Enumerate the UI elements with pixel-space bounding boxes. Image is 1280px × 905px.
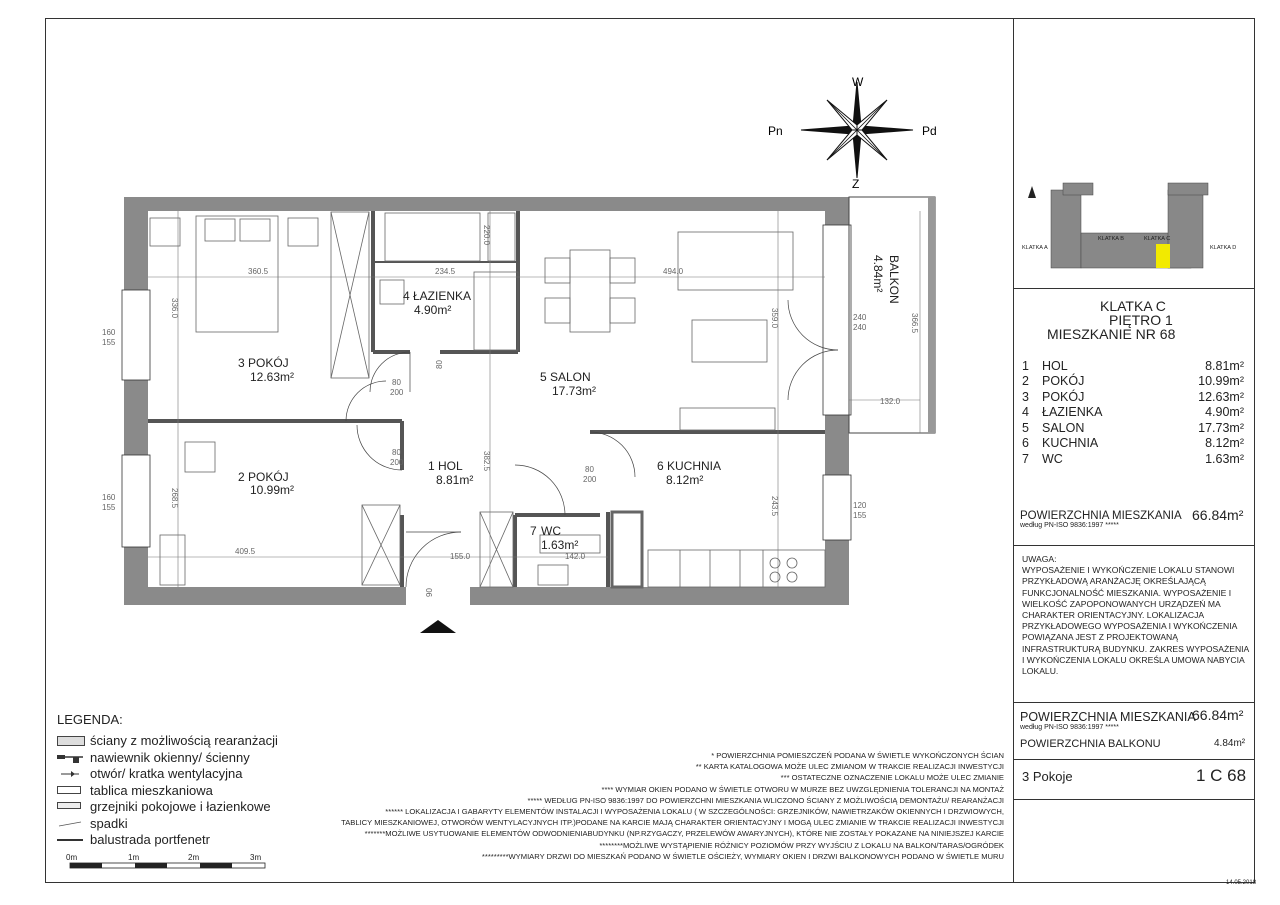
room5-num: 5 — [540, 370, 547, 384]
room6-area: 8.12m² — [666, 473, 704, 487]
compass-s: Z — [852, 177, 860, 191]
hol-door-80: 80 — [392, 448, 401, 457]
room-row: 5 SALON 17.73m² — [1022, 420, 1244, 435]
dim-360: 360.5 — [248, 267, 269, 276]
dim-382: 382.5 — [482, 451, 491, 472]
room4-num: 4 — [403, 289, 410, 303]
opening-sym-icon — [57, 769, 83, 779]
scale-0: 0m — [66, 853, 78, 862]
legend — [57, 712, 278, 849]
pow-label: POWIERZCHNIA MIESZKANIA — [1020, 510, 1182, 522]
room-row: 4 ŁAZIENKA 4.90m² — [1022, 405, 1244, 420]
room5-area: 17.73m² — [552, 384, 597, 398]
panel-sym-icon — [57, 786, 81, 794]
footnotes: * POWIERZCHNIA POMIESZCZEŃ PODANA W ŚWIETLE WYKOŃCZONYCH ŚCIAN ** KARTA KATALOGOWA MOŻE ULEC ZMIANOM W TRAKCIE REALIZACJI INWESTYCJI *** OSTATECZNE OZNACZENIE LOKALU MOŻE ULEC ZMIANIE **** WYMIAR OKIEN PODANO W ŚWIETLE OTWORU W MURZE BEZ UWZGLĘDNIENIA TOLERANCJI NA MONTAŻ ***** WEDŁUG PN-ISO 9836:1997 DO POWIERZCHNI MIESZKANIA WLICZONO ŚCIANY Z MOŻLIWOŚCIĄ DEMONTAŻU/ REARANŻACJI ****** LOKALIZACJA I GABARYTY ELEMENTÓW INSTALACJI I WYPOSAŻENIA LOKALU ( W SZCZEGÓLNOŚCI: GRZEJNIKÓW, NAWIETRZAKÓW OKIENNYCH I DRZWIOWYCH, TABLICY MIESZKANIOWEJ, OTWORÓW WENTYLACYJNYCH ITP.)PODANE NA KARCIE MAJĄ CHARAKTER ORIENTACYJNY I MOGĄ ULEC ZMIANIE W TRAKCIE REALIZACJI INWESTYCJI *******MOŻLIWE USYTUOWANIE ELEMENTÓW ODWODNIENIABUDYNKU (NP.RZYGACZY, PRZELEWÓW AWARYJNYCH), KTÓRE NIE ZOSTAŁY POKAZANE NA NINIEJSZEJ KARCIE ********MOŻLIWE WYSTĄPIENIE RÓŻNICY POZIOMÓW PRZY WYJŚCIU Z LOKALU NA BALKON/TARAS/OGRÓDEK *********WYMIARY DRZWI DO MIESZKAŃ PODANO W ŚWIETLE OŚCIEŻY, WYMIARY OKIEN I DRZWI BALKONOWYCH PODANO W ŚWIETLE MURU — [341, 751, 1004, 861]
outer-walls — [124, 197, 849, 605]
scale-3: 3m — [250, 853, 262, 862]
apartment-code: 1 C 68 — [1196, 766, 1247, 785]
room-table — [1022, 358, 1244, 467]
site-north-arrow-icon — [1028, 186, 1036, 198]
divider-uwaga — [1013, 545, 1255, 546]
dim-336: 336.0 — [170, 298, 179, 319]
klatka-c-highlight — [1156, 244, 1170, 268]
room2-num: 2 — [238, 470, 245, 484]
balkon-value: 4.84m² — [1214, 738, 1246, 749]
legend-item: grzejniki pokojowe i łazienkowe — [57, 799, 278, 816]
room7-name: WC — [541, 524, 561, 538]
room1-num: 1 — [428, 459, 435, 473]
room1-name: HOL — [438, 459, 463, 473]
room3-num: 3 — [238, 356, 245, 370]
win-160b: 160 — [102, 493, 116, 502]
room6-name: KUCHNIA — [667, 459, 722, 473]
kuchnia-door-200: 200 — [583, 475, 597, 484]
room-row: 6 KUCHNIA 8.12m² — [1022, 436, 1244, 451]
pow-label-2: POWIERZCHNIA MIESZKANIA — [1020, 710, 1196, 724]
win-155c: 155 — [853, 511, 867, 520]
legend-title: LEGENDA: — [57, 712, 123, 727]
site-key-plan — [1018, 178, 1250, 278]
room3-area: 12.63m² — [250, 370, 295, 384]
dim-494: 494.0 — [663, 267, 684, 276]
win-240a: 240 — [853, 313, 867, 322]
slope-sym-icon — [57, 819, 83, 829]
date: 14.05.2018 — [1226, 880, 1257, 886]
room5-name: SALON — [550, 370, 591, 384]
room2-name: POKÓJ — [248, 470, 289, 484]
entrance-arrow-icon — [420, 620, 456, 633]
site-klatka-d: KLATKA D — [1210, 245, 1237, 251]
dim-234: 234.5 — [435, 267, 456, 276]
divider-summary — [1013, 702, 1255, 703]
room-row: 2 POKÓJ 10.99m² — [1022, 374, 1244, 389]
legend-item: balustrada portfenetr — [57, 832, 278, 849]
balkon-label: BALKON — [887, 255, 901, 304]
header-klatka: KLATKA C — [1100, 298, 1166, 314]
site-klatka-a: KLATKA A — [1022, 245, 1048, 251]
balustrade-sym-icon — [57, 835, 83, 845]
compass-w: Pn — [768, 124, 783, 138]
vent-sym-icon — [57, 753, 83, 763]
compass-n: W — [852, 75, 864, 89]
room7-num: 7 — [530, 524, 537, 538]
win-240b: 240 — [853, 323, 867, 332]
legend-item: tablica mieszkaniowa — [57, 783, 278, 800]
dim-142: 142.0 — [565, 552, 586, 561]
site-klatka-c: KLATKA C — [1144, 236, 1171, 242]
win-120: 120 — [853, 501, 867, 510]
pokoje-count: 3 Pokoje — [1022, 769, 1073, 784]
radiator-sym-icon — [57, 802, 81, 809]
scale-bar — [60, 855, 275, 877]
room1-area: 8.81m² — [436, 473, 474, 487]
balkon-area: 4.84m² — [871, 255, 885, 293]
header-pietro: PIĘTRO 1 — [1109, 312, 1173, 328]
room2-area: 10.99m² — [250, 483, 295, 497]
legend-item: ściany z możliwością rearanżacji — [57, 733, 278, 750]
dim-268: 268.5 — [170, 488, 179, 509]
room3-name: POKÓJ — [248, 356, 289, 370]
dim-243: 243.5 — [770, 496, 779, 517]
room6-num: 6 — [657, 459, 664, 473]
compass-e: Pd — [922, 124, 937, 138]
dim-409: 409.5 — [235, 547, 256, 556]
door-80: 80 — [392, 378, 401, 387]
room-row: 3 POKÓJ 12.63m² — [1022, 389, 1244, 404]
dim-366: 366.5 — [910, 313, 919, 334]
divider-code — [1013, 799, 1255, 800]
divider-site-plan — [1013, 288, 1255, 289]
side-panel-divider — [1013, 18, 1014, 883]
legend-item: spadki — [57, 816, 278, 833]
site-klatka-b: KLATKA B — [1098, 236, 1125, 242]
header-mieszkanie: MIESZKANIE NR 68 — [1047, 326, 1176, 342]
room-row: 1 HOL 8.81m² — [1022, 358, 1244, 373]
scale-2: 2m — [188, 853, 200, 862]
dim-132: 132.0 — [880, 397, 901, 406]
uwaga-block: UWAGA: WYPOSAŻENIE I WYKOŃCZENIE LOKALU STANOWI PRZYKŁADOWĄ ARANŻACJĘ OKREŚLAJĄCĄ FUNKCJONALNOŚĆ MIESZKANIA. WYPOSAŻENIE I WIELKOŚĆ ZAPOPONOWANYCH URZĄDZEŃ MA CHARAKTER ORIENTACYJNY. LOKALIZACJA PRZYKŁADOWEGO WYPOSAŻENIA I WYKOŃCZENIA POWIĄZANA JEST Z PROJEKTOWANĄ INFRASTRUKTURĄ BUDYNKU. ZAKRES WYPOSAŻENIA I WYKOŃCZENIA LOKALU OKREŚLA UMOWA NABYCIA LOKALU. — [1022, 554, 1250, 677]
win-155b: 155 — [102, 503, 116, 512]
room4-name: ŁAZIENKA — [413, 289, 472, 303]
hol-door-200: 200 — [390, 458, 404, 467]
pow-norm-2: według PN-ISO 9836:1997 ***** — [1020, 724, 1119, 731]
kuchnia-door-80: 80 — [585, 465, 594, 474]
scale-1: 1m — [128, 853, 140, 862]
divider-balkon — [1013, 759, 1255, 760]
lazienka-door-80: 80 — [435, 360, 444, 369]
win-155a: 155 — [102, 338, 116, 347]
room7-area: 1.63m² — [541, 538, 579, 552]
wall-sym-icon — [57, 736, 85, 746]
legend-item: nawiewnik okienny/ ścienny — [57, 750, 278, 767]
pow-value: 66.84m² — [1192, 507, 1244, 523]
balkon-label: POWIERZCHNIA BALKONU — [1020, 738, 1161, 750]
room-row: 7 WC 1.63m² — [1022, 451, 1244, 466]
pow-norm: według PN-ISO 9836:1997 ***** — [1020, 522, 1119, 529]
win-160a: 160 — [102, 328, 116, 337]
dim-155: 155.0 — [450, 552, 471, 561]
entry-door-90: 90 — [425, 588, 434, 597]
floor-plan — [45, 18, 1013, 653]
pow-value-2: 66.84m² — [1192, 707, 1244, 723]
dim-220: 220.0 — [482, 225, 491, 246]
legend-item: otwór/ kratka wentylacyjna — [57, 766, 278, 783]
door-200: 200 — [390, 388, 404, 397]
dim-359: 359.0 — [770, 308, 779, 329]
room4-area: 4.90m² — [414, 303, 452, 317]
